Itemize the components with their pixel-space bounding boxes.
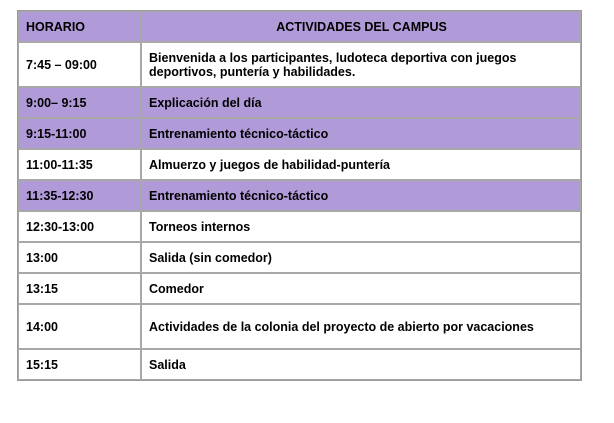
time-cell: 11:00-11:35 [18, 149, 141, 180]
table-row [18, 349, 581, 380]
time-cell: 11:35-12:30 [18, 180, 141, 211]
header-time: HORARIO [18, 11, 141, 42]
time-cell: 13:00 [18, 242, 141, 273]
time-cell: 13:15 [18, 273, 141, 304]
activity-cell: Salida (sin comedor) [141, 242, 581, 273]
table-row [18, 180, 581, 211]
activity-cell: Actividades de la colonia del proyecto de abierto por vacaciones [141, 304, 581, 349]
time-cell: 9:15-11:00 [18, 118, 141, 149]
activity-cell: Bienvenida a los participantes, ludoteca deportiva con juegos deportivos, puntería y habilidades. [141, 42, 581, 87]
table-row [18, 211, 581, 242]
table-row [18, 304, 581, 349]
time-cell: 9:00– 9:15 [18, 87, 141, 118]
activity-cell: Almuerzo y juegos de habilidad-puntería [141, 149, 581, 180]
activity-cell: Explicación del día [141, 87, 581, 118]
activity-cell: Salida [141, 349, 581, 380]
table-row [18, 118, 581, 149]
table-row [18, 242, 581, 273]
table-row [18, 87, 581, 118]
activity-cell: Entrenamiento técnico-táctico [141, 118, 581, 149]
schedule-table [17, 10, 582, 381]
time-cell: 7:45 – 09:00 [18, 42, 141, 87]
table-row [18, 273, 581, 304]
activity-cell: Entrenamiento técnico-táctico [141, 180, 581, 211]
table-row [18, 42, 581, 87]
table-row [18, 149, 581, 180]
activity-cell: Comedor [141, 273, 581, 304]
time-cell: 14:00 [18, 304, 141, 349]
activity-cell: Torneos internos [141, 211, 581, 242]
time-cell: 15:15 [18, 349, 141, 380]
header-activity: ACTIVIDADES DEL CAMPUS [141, 11, 581, 42]
header-row [18, 11, 581, 42]
time-cell: 12:30-13:00 [18, 211, 141, 242]
